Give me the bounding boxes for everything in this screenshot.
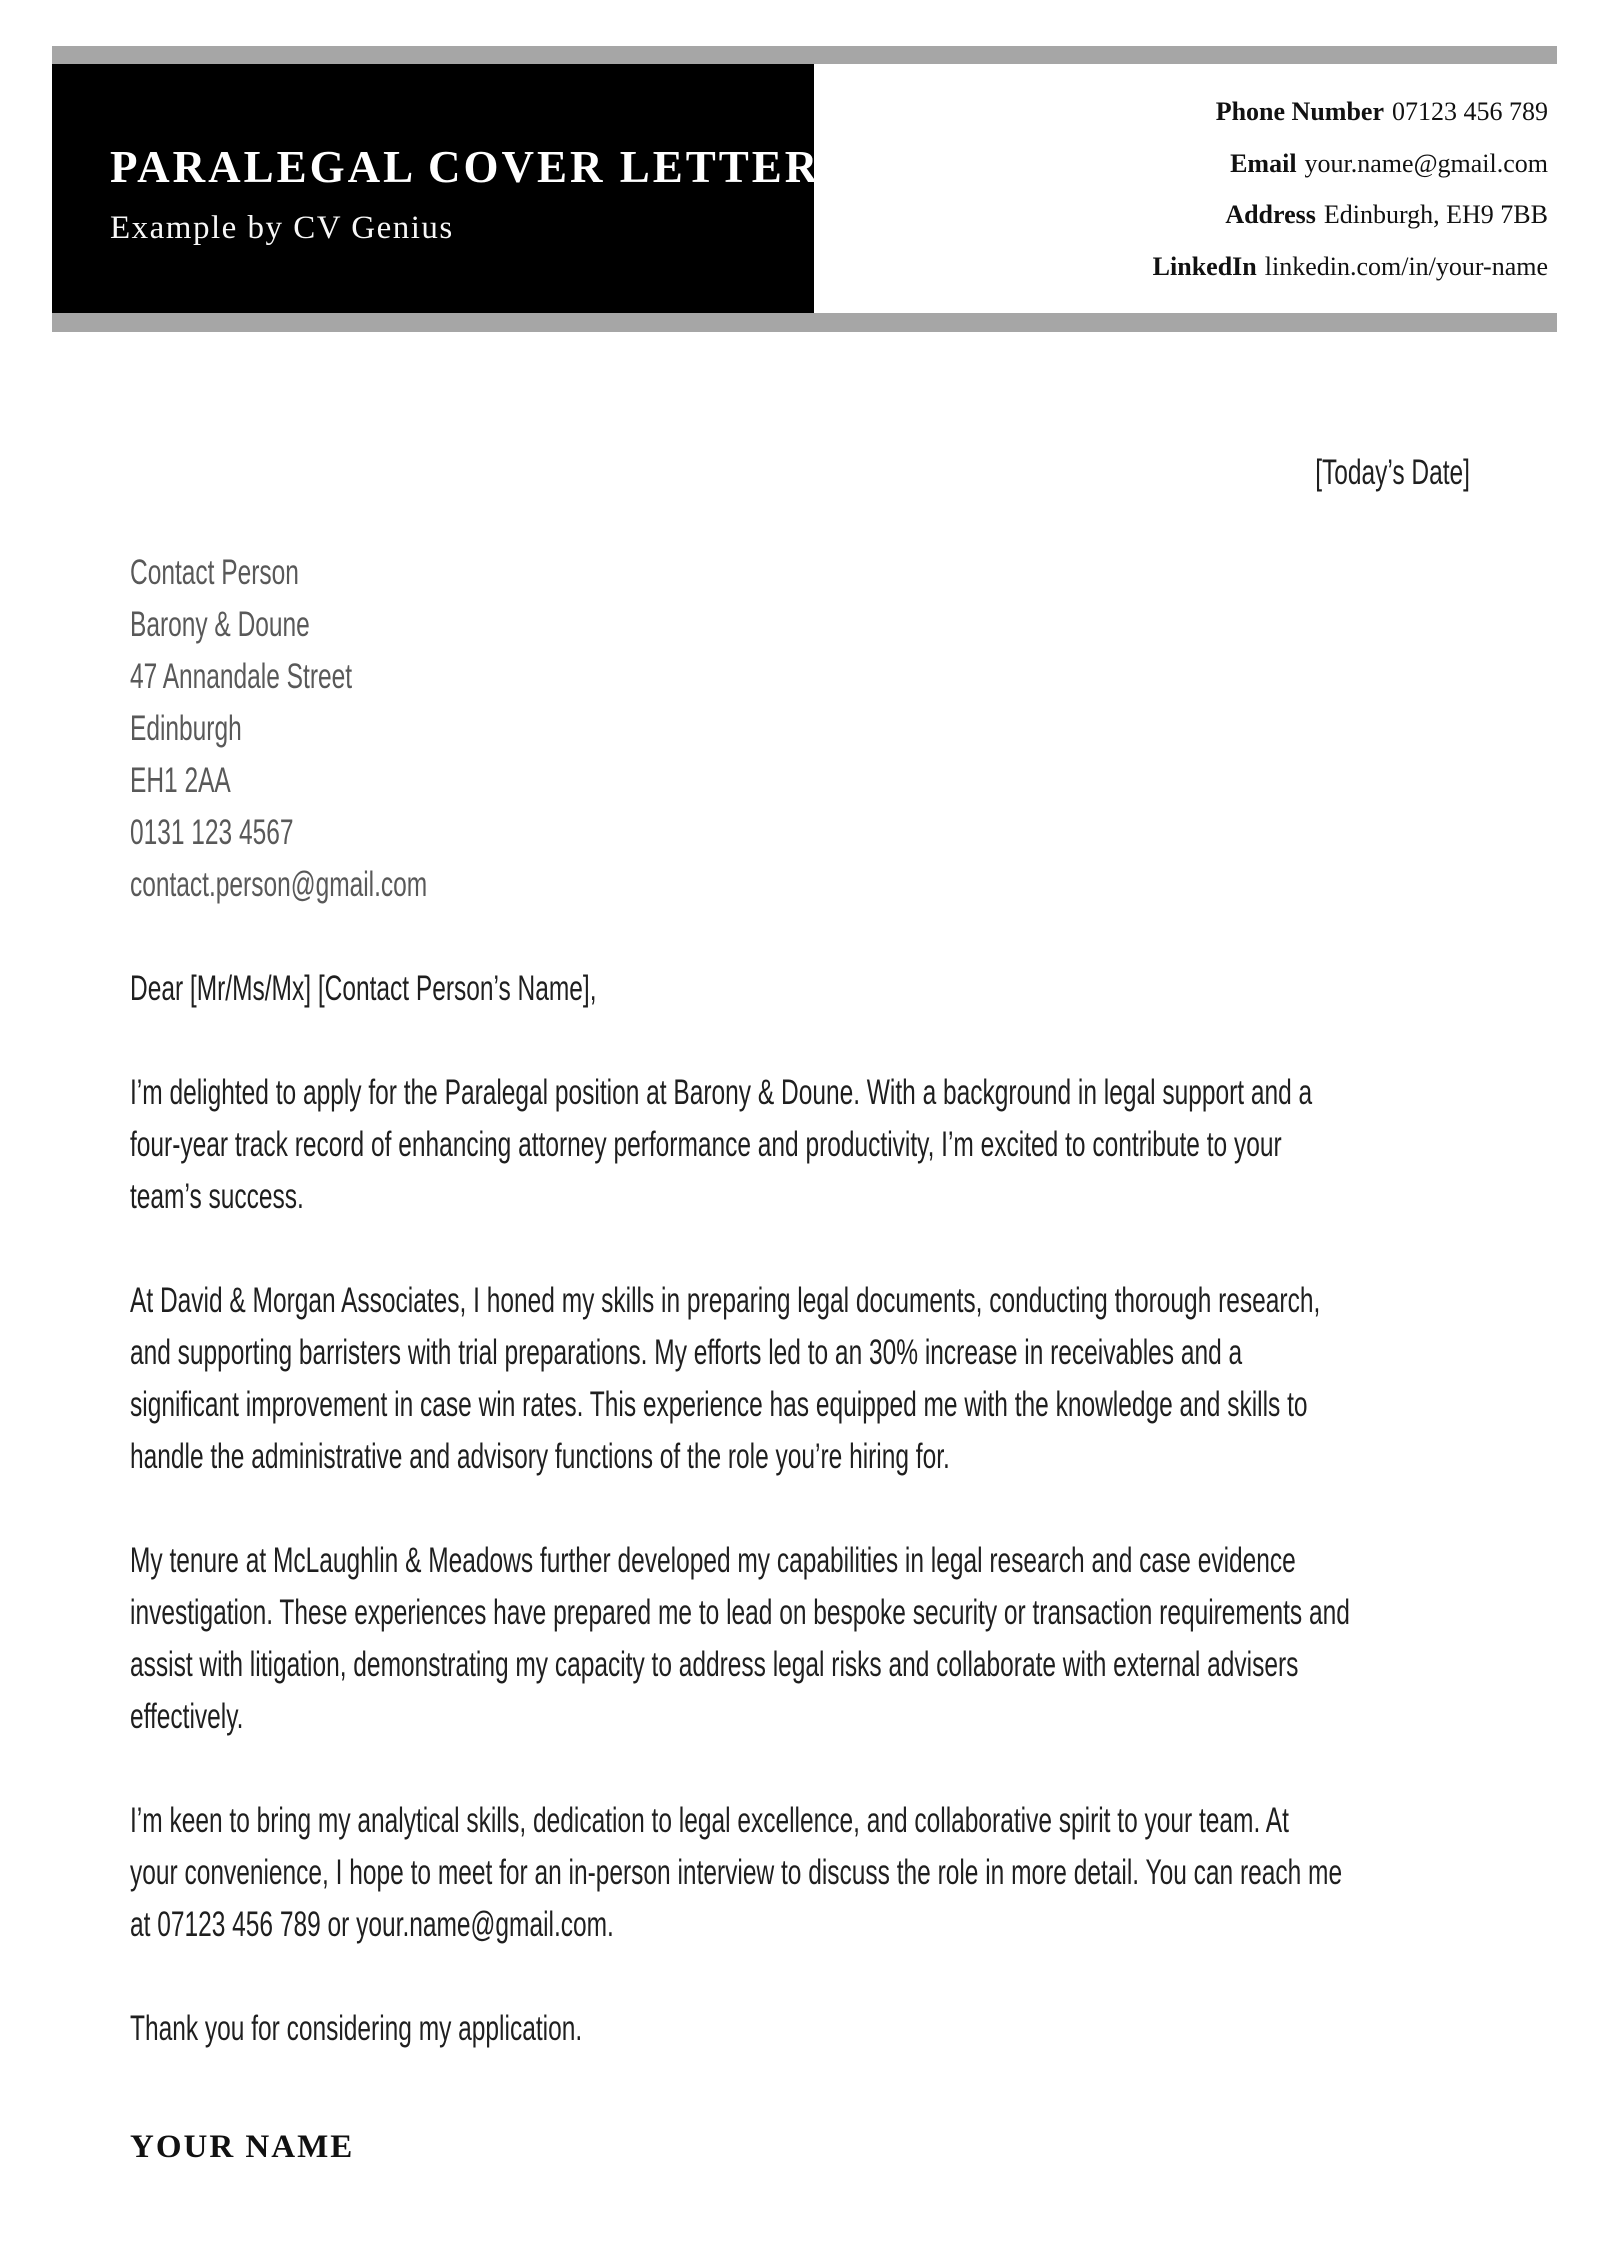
contact-value-linkedin: linkedin.com/in/your-name — [1264, 251, 1548, 281]
letter-body — [130, 447, 1470, 2169]
paragraph-line: assist with litigation, demonstrating my capacity to address legal risks and collaborate with external advisers — [130, 1645, 1299, 1684]
body-paragraph-4 — [130, 1795, 1470, 1951]
paragraph-line: handle the administrative and advisory functions of the role you’re hiring for. — [130, 1437, 950, 1476]
contact-label-phone: Phone Number — [1215, 97, 1384, 126]
paragraph-line: effectively. — [130, 1697, 244, 1736]
recipient-line: 47 Annandale Street — [130, 657, 353, 696]
paragraph-line: your convenience, I hope to meet for an in-person interview to discuss the role in more detail. You can reach me — [130, 1853, 1343, 1892]
contact-row-email — [1153, 138, 1548, 190]
top-accent-bar — [52, 46, 1557, 64]
paragraph-line: At David & Morgan Associates, I honed my skills in preparing legal documents, conducting thorough research, — [130, 1281, 1321, 1320]
paragraph-line: at 07123 456 789 or your.name@gmail.com. — [130, 1905, 614, 1944]
date-line: [Today’s Date] — [1315, 453, 1470, 492]
contact-row-linkedin — [1153, 241, 1548, 293]
paragraph-line: four-year track record of enhancing attorney performance and productivity, I’m excited to contribute to your — [130, 1125, 1282, 1164]
contact-row-phone — [1153, 86, 1548, 138]
paragraph-line: team’s success. — [130, 1177, 304, 1216]
contact-label-email: Email — [1230, 148, 1297, 178]
header-black-box — [52, 64, 821, 313]
paragraph-line: I’m keen to bring my analytical skills, dedication to legal excellence, and collaborative spirit to your team. At — [130, 1801, 1289, 1840]
header-contact-block — [1153, 86, 1548, 292]
salutation — [130, 963, 1470, 1015]
recipient-line: Edinburgh — [130, 709, 242, 748]
body-paragraph-3 — [130, 1535, 1470, 1743]
document-subtitle: Example by CV Genius — [110, 209, 454, 246]
recipient-line: Contact Person — [130, 553, 299, 592]
closing-line: Thank you for considering my application. — [130, 2009, 583, 2048]
paragraph-line: investigation. These experiences have prepared me to lead on bespoke security or transaction requirements and — [130, 1593, 1350, 1632]
recipient-line: Barony & Doune — [130, 605, 310, 644]
paragraph-line: I’m delighted to apply for the Paralegal position at Barony & Doune. With a background in legal support and a — [130, 1073, 1313, 1112]
salutation-line: Dear [Mr/Ms/Mx] [Contact Person’s Name], — [130, 969, 597, 1008]
body-paragraph-2 — [130, 1275, 1470, 1483]
paragraph-line: My tenure at McLaughlin & Meadows further developed my capabilities in legal research and case evidence — [130, 1541, 1296, 1580]
contact-row-address — [1153, 189, 1548, 241]
signature-name: YOUR NAME — [130, 2129, 355, 2165]
bottom-accent-bar — [52, 313, 1557, 332]
document-title: PARALEGAL COVER LETTER — [110, 141, 821, 192]
recipient-line: 0131 123 4567 — [130, 813, 294, 852]
body-paragraph-1 — [130, 1067, 1470, 1223]
contact-value-email: your.name@gmail.com — [1304, 148, 1548, 178]
closing-block — [130, 2003, 1470, 2055]
paragraph-line: significant improvement in case win rates. This experience has equipped me with the knowledge and skills to — [130, 1385, 1308, 1424]
recipient-block — [130, 547, 1470, 911]
contact-label-linkedin: LinkedIn — [1152, 251, 1257, 281]
paragraph-line: and supporting barristers with trial preparations. My efforts led to an 30% increase in receivables and a — [130, 1333, 1243, 1372]
recipient-line: EH1 2AA — [130, 761, 231, 800]
contact-value-phone: 07123 456 789 — [1392, 97, 1548, 126]
contact-value-address: Edinburgh, EH9 7BB — [1323, 200, 1548, 229]
contact-label-address: Address — [1225, 200, 1316, 229]
recipient-line: contact.person@gmail.com — [130, 865, 428, 904]
